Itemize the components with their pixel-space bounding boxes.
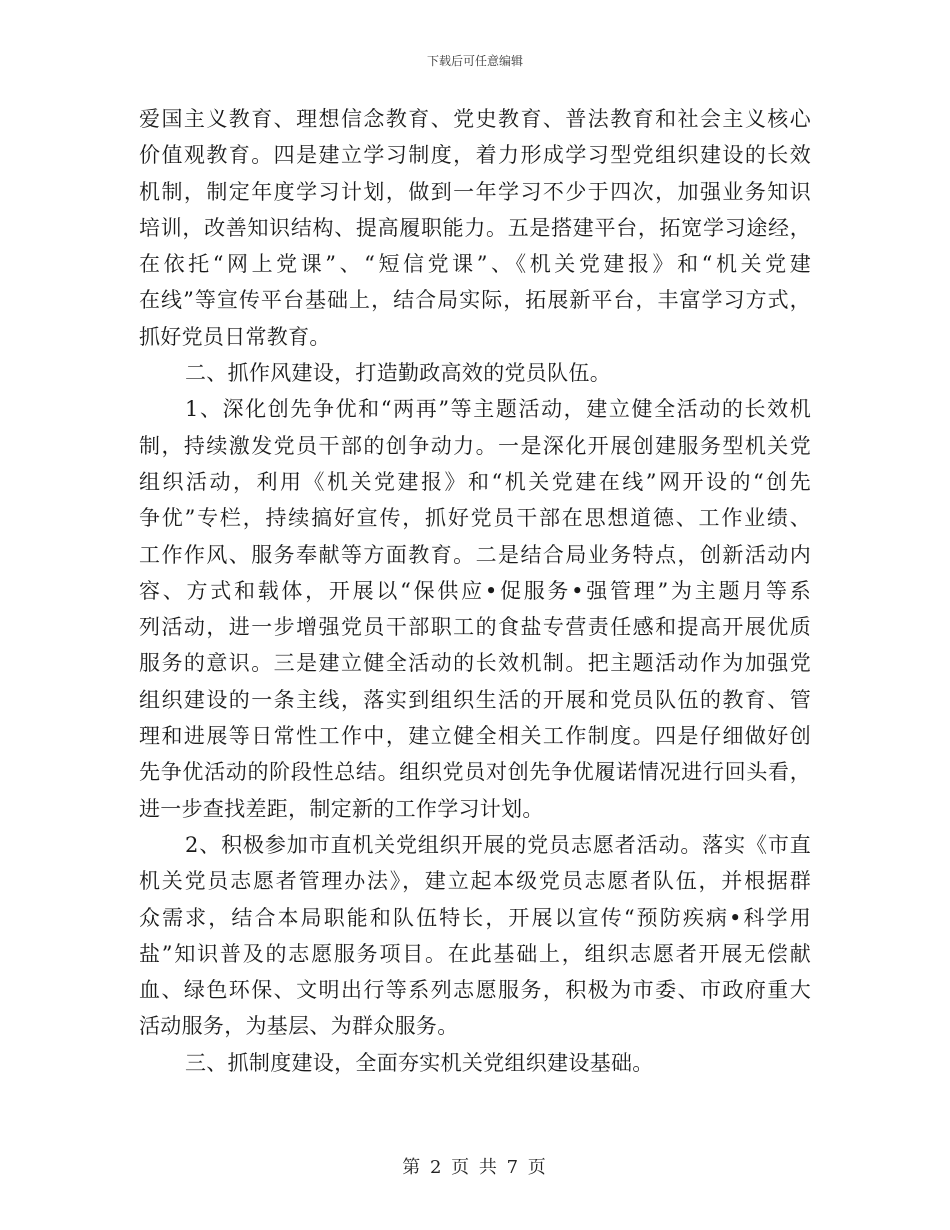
text-line: 争优”专栏，持续搞好宣传，抓好党员干部在思想道德、工作业绩、 <box>139 506 811 531</box>
text-line: 活动服务，为基层、为群众服务。 <box>139 1014 459 1039</box>
page-header: 下载后可任意编辑 <box>426 54 523 68</box>
text-line: 价值观教育。四是建立学习制度，着力形成学习型党组织建设的长效 <box>139 143 811 168</box>
text-line: 机制，制定年度学习计划，做到一年学习不少于四次，加强业务知识 <box>139 179 811 204</box>
text-line: 进一步查找差距，制定新的工作学习计划。 <box>139 796 544 821</box>
text-line: 在线”等宣传平台基础上，结合局实际，拓展新平台，丰富学习方式， <box>139 288 811 313</box>
text-line: 工作作风、服务奉献等方面教育。二是结合局业务特点，创新活动内 <box>139 542 811 567</box>
document-body <box>139 101 811 1081</box>
text-line: 理和进展等日常性工作中，建立健全相关工作制度。四是仔细做好创 <box>139 724 811 749</box>
text-line: 爱国主义教育、理想信念教育、党史教育、普法教育和社会主义核心 <box>139 107 811 131</box>
text-line: 血、绿色环保、文明出行等系列志愿服务，积极为市委、市政府重大 <box>139 978 811 1003</box>
section-heading: 三、抓制度建设，全面夯实机关党组织建设基础。 <box>185 1050 654 1075</box>
text-line: 2、积极参加市直机关党组织开展的党员志愿者活动。落实《市直 <box>185 832 811 857</box>
text-line: 容、方式和载体，开展以“保供应•促服务•强管理”为主题月等系 <box>139 578 811 603</box>
text-line: 制，持续激发党员干部的创争动力。一是深化开展创建服务型机关党 <box>139 433 811 458</box>
text-line: 先争优活动的阶段性总结。组织党员对创先争优履诺情况进行回头看， <box>139 760 811 785</box>
text-line: 列活动，进一步增强党员干部职工的食盐专营责任感和提高开展优质 <box>139 615 811 640</box>
text-line: 机关党员志愿者管理办法》，建立起本级党员志愿者队伍，并根据群 <box>139 869 811 894</box>
page-footer: 第 2 页 共 7 页 <box>402 1157 548 1178</box>
text-line: 抓好党员日常教育。 <box>139 324 331 349</box>
text-line: 组织活动，利用《机关党建报》和“机关党建在线”网开设的“创先 <box>139 469 811 494</box>
text-line: 众需求，结合本局职能和队伍特长，开展以宣传“预防疾病•科学用 <box>139 905 811 930</box>
text-line: 1、深化创先争优和“两再”等主题活动，建立健全活动的长效机 <box>185 397 811 422</box>
text-line: 组织建设的一条主线，落实到组织生活的开展和党员队伍的教育、管 <box>139 687 811 712</box>
text-line: 盐”知识普及的志愿服务项目。在此基础上，组织志愿者开展无偿献 <box>139 941 811 966</box>
section-heading: 二、抓作风建设，打造勤政高效的党员队伍。 <box>185 361 611 386</box>
text-line: 服务的意识。三是建立健全活动的长效机制。把主题活动作为加强党 <box>139 651 811 676</box>
text-line: 培训，改善知识结构、提高履职能力。五是搭建平台，拓宽学习途经， <box>139 215 811 240</box>
text-line: 在依托“网上党课”、“短信党课”、《机关党建报》和“机关党建 <box>139 252 811 277</box>
